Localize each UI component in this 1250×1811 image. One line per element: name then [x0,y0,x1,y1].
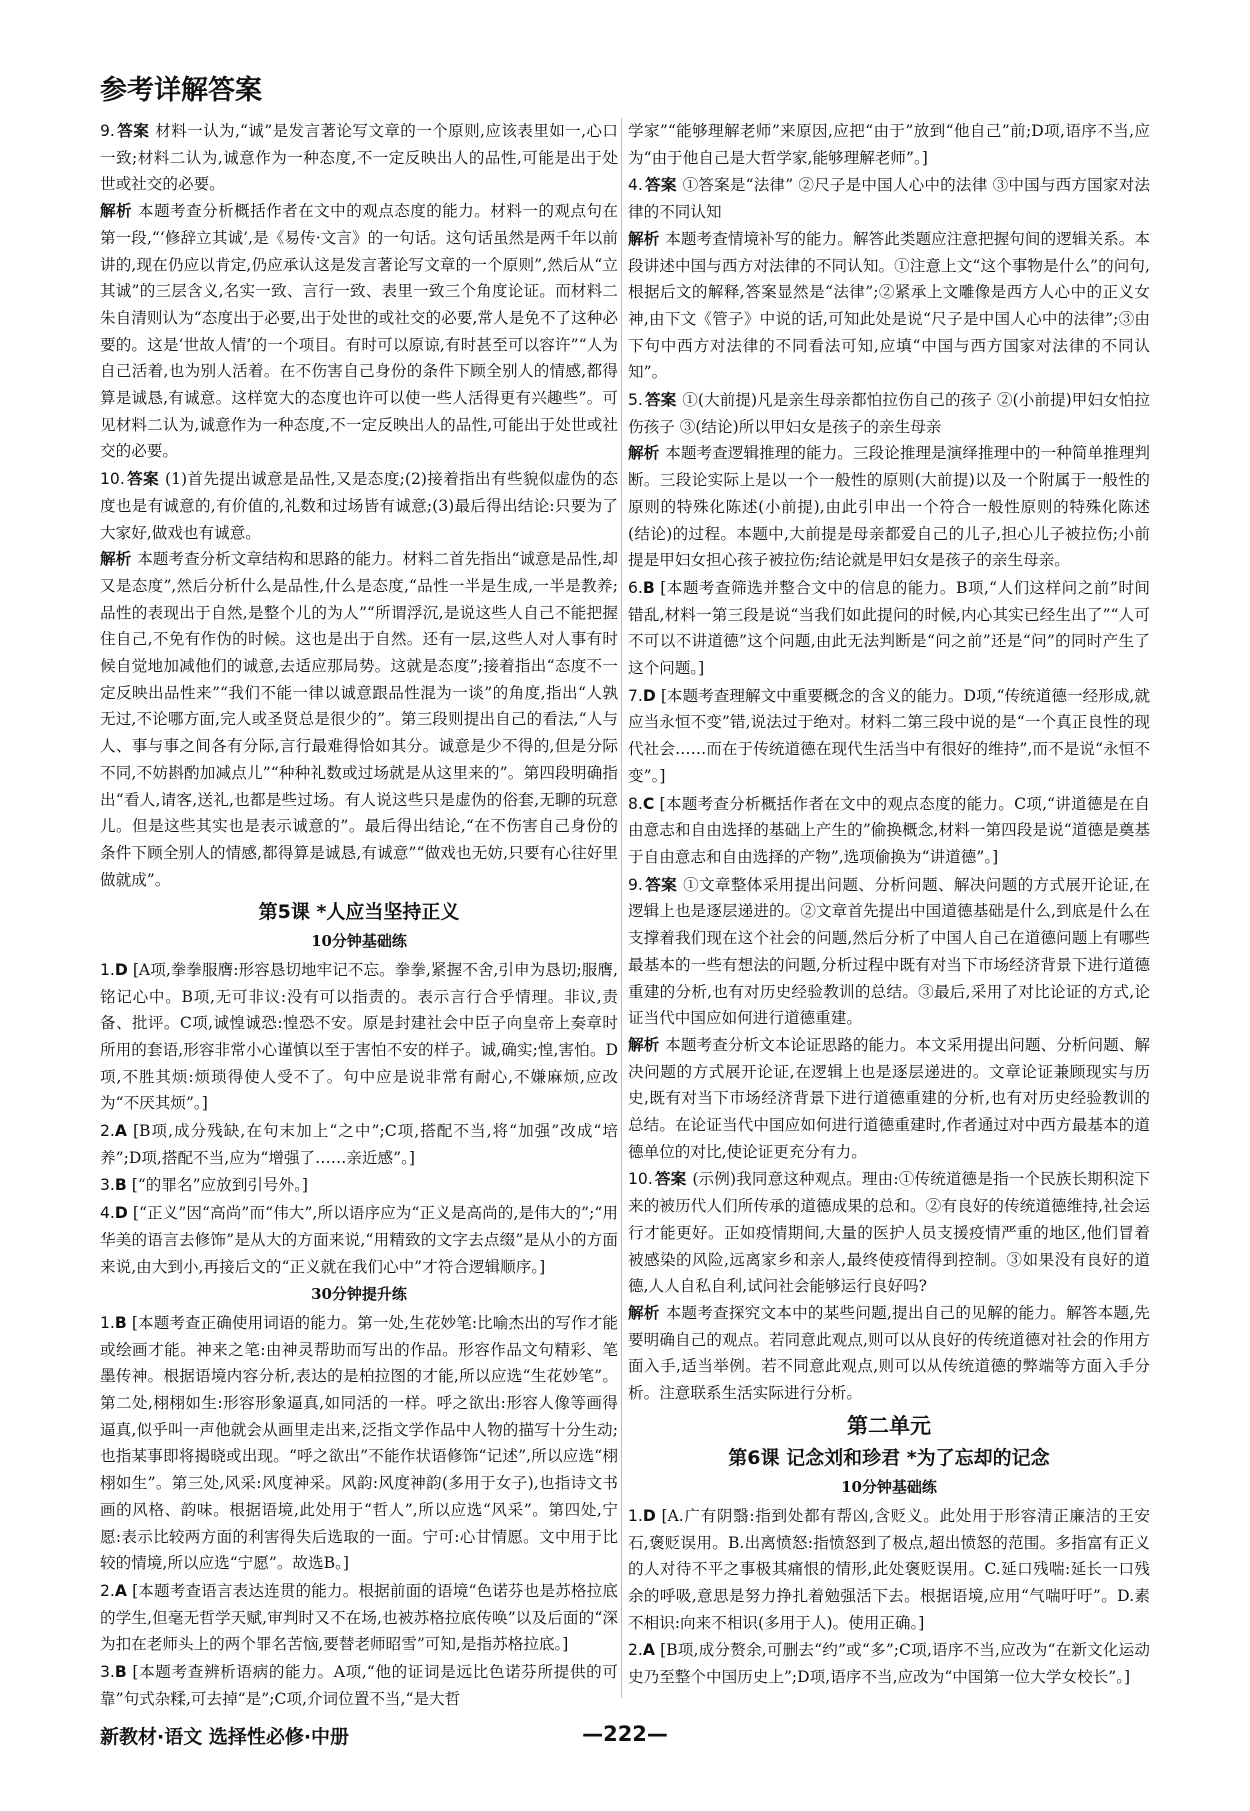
answer-item [628,1503,1150,1637]
answer-choice: D [642,1506,656,1525]
answer-text: 材料一认为,“诚”是发言著论写文章的一个原则,应该表里如一,心口一致;材料二认为,诚意作为一种态度,不一定反映出人的品性,可能是出于处世或社交的必要。 [100,122,618,194]
analysis-text: [“的罪名”应放到引号外。] [131,1176,308,1195]
analysis-label: 解析 [628,1303,660,1322]
unit-title: 第二单元 [847,1413,931,1438]
answer-choice: B [114,1313,127,1332]
item-number: 2. [100,1581,115,1600]
analysis-text: [A项,拳拳服膺:形容恳切地牢记不忘。拳拳,紧握不舍,引申为恳切;服膺,铭记心中。B项,无可非议:没有可以指责的。表示言行合乎情理。非议,责备、批评。C项,诚惶诚恐:惶恐不安。原是封建社会中臣子向皇帝上奏章时所用的套语,形容非常小心谨慎以至于害怕不安的样子。诚,确实;惶,害怕。D项,不胜其烦:烦琐得使人受不了。句中应是说非常有耐心,不嫌麻烦,应改为“不厌其烦”。] [100,960,618,1113]
answer-choice: B [114,1663,127,1682]
answer-item [100,1310,618,1577]
analysis-label: 解析 [100,202,133,221]
answer-item [628,683,1150,790]
answer-item [100,466,618,893]
item-number: 9. [628,875,643,894]
analysis-block [100,198,618,465]
answer-choice: D [114,960,128,979]
answer-label: 答案 [126,470,159,489]
analysis-text: 本题考查探究文本中的某些问题,提出自己的见解的能力。解答本题,先要明确自己的观点。若同意此观点,则可以从良好的传统道德对社会的作用方面入手,适当举例。若不同意此观点,则可以从传统道德的弊端等方面入手分析。注意联系生活实际进行分析。 [628,1303,1150,1403]
answer-choice: A [642,1641,655,1660]
analysis-text: [B项,成分赘余,可删去“约”或“多”;C项,语序不当,应改为“在新文化运动史乃至整个中国历史上”;D项,语序不当,应改为“中国第一位大学女校长”。] [628,1641,1150,1687]
answer-label: 答案 [116,122,150,140]
answer-choice: C [642,794,655,813]
continued-text: 学家”“能够理解老师”来原因,应把“由于”放到“他自己”前;D项,语序不当,应为“由于他自己是大哲学家,能够理解老师”。] [628,122,1150,167]
analysis-label: 解析 [628,1035,660,1054]
answer-item [100,1118,618,1171]
analysis-text: [“正义”因“高尚”而“伟大”,所以语序应为“正义是高尚的,是伟大的”;“用华美的语言去修饰”是从大的方面来说,“用精致的文字去点缀”是从小的方面来说,由大到小,再接后文的“正义就在我们心中”才符合逻辑顺序。] [100,1204,618,1276]
column-divider [621,118,622,1698]
answer-item [100,1200,618,1280]
analysis-text: [本题考查语言表达连贯的能力。根据前面的语境“色诺芬也是苏格拉底的学生,但毫无哲学天赋,审判时又不在场,也被苏格拉底传唤”以及后面的“深为扣在老师头上的两个罪名苦恼,要替老师昭雪”可知,是指苏格拉底。] [100,1581,618,1654]
answer-item [628,1166,1150,1406]
answer-choice: B [114,1176,127,1195]
item-number: 5. [628,391,643,410]
answer-text: ①答案是“法律” ②尺子是中国人心中的法律 ③中国与西方国家对法律的不同认知 [628,176,1150,222]
item-number: 4. [100,1204,115,1223]
answer-item [100,1578,618,1658]
answer-label: 答案 [644,391,677,410]
analysis-text: 本题考查情境补写的能力。解答此类题应注意把握句间的逻辑关系。本段讲述中国与西方对法律的不同认知。①注意上文“这个事物是什么”的问句,根据后文的解释,答案显然是“法律”;②紧承上文雕像是西方人心中的正义女神,由下文《管子》中说的话,可知此处是说“尺子是中国人心中的法律”;③由下句中西方对法律的不同看法可知,应填“中国与西方国家对法律的不同认知”。 [628,229,1150,382]
answer-text: ①文章整体采用提出问题、分析问题、解决问题的方式展开论证,在逻辑上也是逐层递进的。②文章首先提出中国道德基础是什么,到底是什么在支撑着我们现在这个社会的问题,然后分析了中国人自己在道德问题上有哪些最基本的一些有想法的问题,分析过程中既有对当下市场经济背景下进行道德重建的分析,也有对历史经验教训的总结。③最后,采用了对比论证的方式,论证当代中国应如何进行道德重建。 [628,875,1150,1028]
analysis-block [628,440,1150,574]
item-number: 2. [628,1641,643,1660]
analysis-text: 本题考查分析文章结构和思路的能力。材料二首先指出“诚意是品性,却又是态度”,然后分析什么是品性,什么是态度,“品性一半是生成,一半是教养;品性的表现出于自然,是整个儿的为人”“所谓浮沉,是说这些人自己不能把握住自己,不免有作伪的时候。这也是出于自然。还有一层,这些人对人事有时候自觉地加减他们的诚意,去适应那局势。这就是态度”;接着指出“态度不一定反映出品性来”“我们不能一律以诚意跟品性混为一谈”的角度,指出“人孰无过,不论哪方面,完人或圣贤总是很少的”。第三段则提出自己的看法,“人与人、事与事之间各有分际,言行最难得恰如其分。诚意是少不得的,但是分际不同,不妨斟酌加减点儿”“种种礼数或过场就是从这里来的”。第四段明确指出“看人,请客,送礼,也都是些过场。有人说这些只是虚伪的俗套,无聊的玩意儿。但是这些其实也是表示诚意的”。最后得出结论,“在不伤害自己身份的条件下顾全别人的情感,都得算是诚恳,有诚意”“做戏也无妨,只要有心往好里做就成”。 [100,550,618,889]
analysis-text: [本题考查正确使用词语的能力。第一处,生花妙笔:比喻杰出的写作才能或绘画才能。神来之笔:由神灵帮助而写出的作品。形容作品文句精彩、笔墨传神。根据语境内容分析,表达的是柏拉图的才能,所以应选“生花妙笔”。第二处,栩栩如生:形容形象逼真,如同活的一样。呼之欲出:形容人像等画得逼真,似乎叫一声他就会从画里走出来,泛指文学作品中人物的描写十分生动;也指某事即将揭晓或出现。“呼之欲出”不能作状语修饰“记述”,所以应选“栩栩如生”。第三处,风采:风度神采。风韵:风度神韵(多用于女子),也指诗文书画的风格、韵味。根据语境,此处用于“哲人”,所以应选“风采”。第四处,宁愿:表示比较两方面的利害得失后选取的一面。宁可:心甘情愿。文中用于比较的情境,所以应选“宁愿”。故选B。] [100,1313,618,1573]
analysis-text: [本题考查筛选并整合文中的信息的能力。B项,“人们这样问之前”时间错乱,材料一第三段是说“当我们如此提问的时候,内心其实已经生出了”“人可不可以不讲道德”这个问题,由此无法判断是“问之前”还是“问”的同时产生了这个问题。] [628,578,1150,678]
analysis-text: [A.广有阴翳:指到处都有帮凶,含贬义。此处用于形容清正廉洁的王安石,褒贬误用。B.出离愤怒:指愤怒到了极点,超出愤怒的范围。多指富有正义的人对待不平之事极其痛恨的情形,此处褒贬误用。C.延口残喘:延长一口残余的呼吸,意思是努力挣扎着勉强活下去。根据语境,应用“气喘吁吁”。D.素不相识:向来不相识(多用于人)。使用正确。] [628,1506,1150,1632]
lesson-title: 第6课 记念刘和珍君 *为了忘却的记念 [728,1447,1050,1470]
analysis-text: [本题考查辨析语病的能力。A项,“他的证词是远比色诺芬所提供的可靠”句式杂糅,可去掉“是”;C项,介词位置不当,“是大哲 [100,1663,618,1708]
item-number: 2. [100,1122,115,1141]
section-subtitle: 10分钟基础练 [841,1478,937,1497]
item-number: 3. [100,1176,115,1195]
answer-item [628,575,1150,682]
answer-text: (1)首先提出诚意是品性,又是态度;(2)接着指出有些貌似虚伪的态度也是有诚意的,有价值的,礼数和过场皆有诚意;(3)最后得出结论:只要为了大家好,做戏也有诚意。 [100,470,618,542]
analysis-text: [B项,成分残缺,在句末加上“之中”;C项,搭配不当,将“加强”改成“培养”;D项,搭配不当,应为“增强了……亲近感”。] [100,1122,618,1167]
analysis-text: 本题考查分析概括作者在文中的观点态度的能力。材料一的观点句在第一段,“‘修辞立其诚’,是《易传·文言》的一句话。这句话虽然是两千年以前讲的,现在仍应以肯定,仍应承认这是发言著论写文章的一个原则”,然后从“立其诚”的三层含义,名实一致、言行一致、表里一致三个角度论证。而材料二朱自清则认为“态度出于必要,出于处世的或社交的必要,常人是免不了这种必要的。这是‘世故人情’的一个项目。有时可以原谅,有时甚至可以容许”“人为自己活着,也为别人活着。在不伤害自己身份的条件下顾全别人的情感,都得算是诚恳,有诚意。这样宽大的态度也许可以使一些人活得更有兴趣些”。可见材料二认为,诚意作为一种态度,不一定反映出人的品性,可能出于处世或社交的必要。 [100,202,618,461]
analysis-text: [本题考查理解文中重要概念的含义的能力。D项,“传统道德一经形成,就应当永恒不变”错,说法过于绝对。材料二第三段中说的是“一个真正良性的现代社会……而在于传统道德在现代生活当中有很好的维持”,而不是说“永恒不变”。] [628,686,1150,785]
item-number: 7. [628,686,643,705]
analysis-text: 本题考查逻辑推理的能力。三段论推理是演绎推理中的一种简单推理判断。三段论实际上是以一个一般性的原则(大前提)以及一个附属于一般性的原则的特殊化陈述(小前提),由此引申出一个符合一般性原则的特殊化陈述(结论)的过程。本题中,大前提是母亲都爱自己的儿子,担心儿子被拉伤;小前提是甲妇女担心孩子被拉伤;结论就是甲妇女是孩子的亲生母亲。 [628,444,1150,570]
answer-item [100,957,618,1117]
analysis-text: 本题考查分析文本论证思路的能力。本文采用提出问题、分析问题、解决问题的方式展开论证,在逻辑上也是逐层递进的。文章论证兼顾现实与历史,既有对当下市场经济背景下进行道德重建的分析,也有对历史经验教训的总结。在论证当代中国应如何进行道德重建时,作者通过对中西方最基本的道德单位的对比,使论证更充分有力。 [628,1035,1150,1161]
answer-choice: D [114,1204,128,1223]
answer-text: ①(大前提)凡是亲生母亲都怕拉伤自己的孩子 ②(小前提)甲妇女怕拉伤孩子 ③(结论)所以甲妇女是孩子的亲生母亲 [628,391,1150,436]
answer-choice: A [114,1122,127,1141]
answer-item [628,791,1150,871]
answer-item [628,1637,1150,1690]
analysis-block [628,1300,1150,1407]
section-subtitle: 30分钟提升练 [311,1285,407,1304]
item-number: 6. [628,578,643,597]
answer-choice: B [642,578,655,597]
item-number: 4. [628,176,643,195]
answer-item [628,172,1150,386]
analysis-text: [本题考查分析概括作者在文中的观点态度的能力。C项,“讲道德是在自由意志和自由选择的基础上产生的”偷换概念,材料一第四段是说“道德是奠基于自由意志和自由选择的产物”,选项偷换为“讲道德”。] [628,794,1150,866]
answer-item [100,118,618,465]
answer-text: (示例)我同意这种观点。理由:①传统道德是指一个民族长期积淀下来的被历代人们所传承的道德成果的总和。②有良好的传统道德维持,社会运行才能更好。正如疫情期间,大量的医护人员支援疫情严重的地区,他们冒着被感染的风险,远离家乡和亲人,最终使疫情得到控制。③如果没有良好的道德,人人自私自利,试问社会能够运行良好吗? [628,1170,1150,1296]
answer-label: 答案 [644,176,677,195]
analysis-block [628,226,1150,386]
answer-choice: A [114,1581,127,1600]
answer-label: 答案 [644,875,678,894]
section-subtitle: 10分钟基础练 [311,932,407,951]
item-number: 8. [628,794,643,813]
item-number: 9. [100,122,115,140]
page-footer [100,1722,1150,1756]
answer-item [100,1172,618,1199]
answer-item [628,387,1150,574]
analysis-label: 解析 [628,444,660,463]
item-number: 3. [100,1663,115,1682]
answer-item [628,872,1150,1166]
analysis-label: 解析 [100,550,132,569]
lesson-title: 第5课 *人应当坚持正义 [258,901,460,924]
item-number: 1. [100,960,115,979]
answer-choice: D [642,686,656,705]
answer-label: 答案 [654,1170,687,1189]
analysis-block [628,1032,1150,1166]
item-number: 1. [100,1313,115,1332]
item-number: 10. [100,470,125,489]
book-title: 新教材·语文 选择性必修·中册 [100,1726,350,1748]
analysis-block [100,546,618,893]
item-number: 10. [628,1170,653,1189]
left-column [100,118,618,1708]
analysis-label: 解析 [628,229,660,248]
right-column [628,118,1150,1698]
answer-item [100,1659,618,1712]
item-number: 1. [628,1506,643,1525]
page-number: —222— [582,1722,668,1746]
page-header: 参考详解答案 [100,75,262,106]
